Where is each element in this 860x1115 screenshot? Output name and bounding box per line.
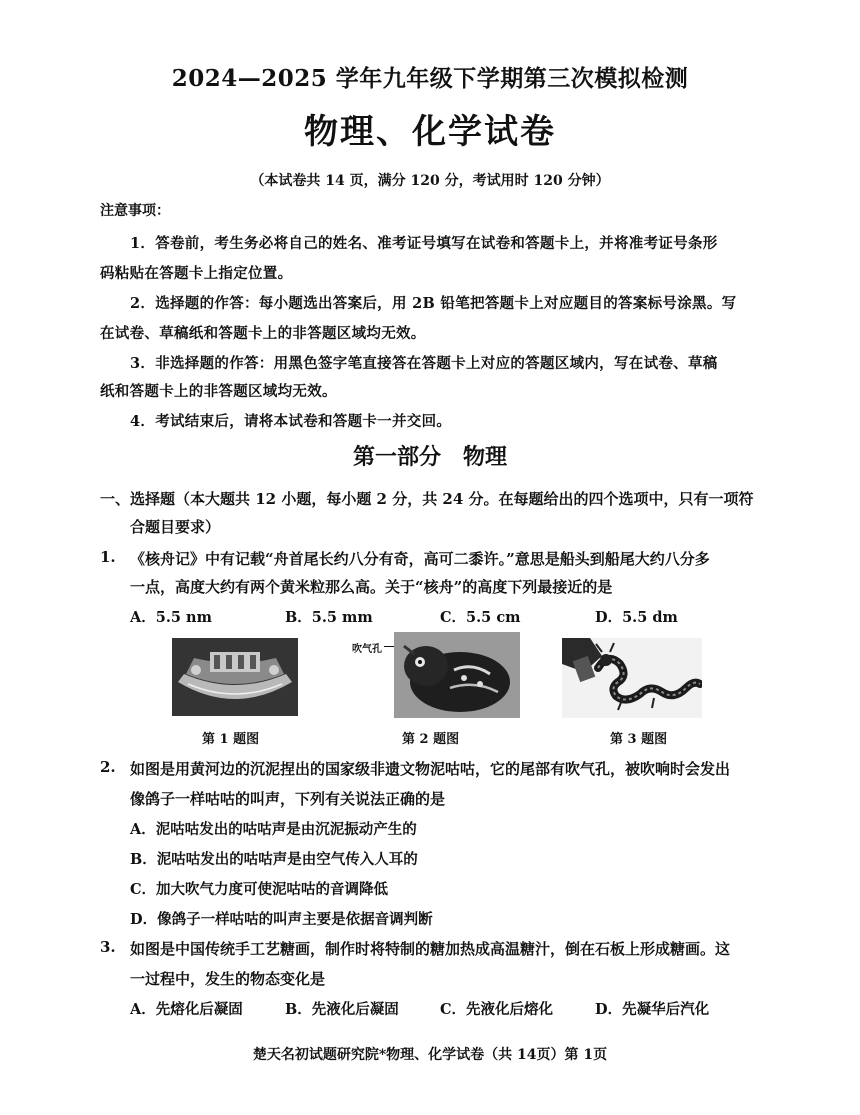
q1-option-d: D．5.5 dm (595, 609, 678, 626)
figure-1-carved-boat (172, 638, 298, 716)
q1-line-1: 《核舟记》中有记载“舟首尾长约八分有奇，高可二黍许。”意思是船头到船尾大约八分多 (130, 550, 710, 568)
q3-option-a: A．先熔化后凝固 (130, 1001, 243, 1018)
notice-item-4: 4．考试结束后，请将本试卷和答题卡一并交回。 (130, 413, 452, 430)
q2-line-1: 如图是用黄河边的沉泥捏出的国家级非遗文物泥咕咕，它的尾部有吹气孔，被吹响时会发出 (130, 760, 731, 778)
q2-number: 2. (100, 758, 116, 776)
figure-2-blowhole-label: 吹气孔 (352, 644, 382, 655)
notice-item-2-line-2: 在试卷、草稿纸和答题卡上的非答题区域均无效。 (100, 325, 426, 342)
q2-option-a: A．泥咕咕发出的咕咕声是由沉泥振动产生的 (130, 821, 417, 838)
exam-title: 物理、化学试卷 (304, 112, 556, 152)
figure-3-sugar-dragon (562, 638, 702, 718)
notice-item-3-line-2: 纸和答题卡上的非答题区域均无效。 (100, 383, 337, 400)
notice-item-2-line-1: 2．选择题的作答：每小题选出答案后，用 2B 铅笔把答题卡上对应题目的答案标号涂黑。写 (130, 295, 737, 312)
q2-option-d: D．像鸽子一样咕咕的叫声主要是依据音调判断 (130, 911, 433, 928)
q3-option-d: D．先凝华后汽化 (595, 1001, 710, 1018)
q1-option-a: A．5.5 nm (130, 609, 212, 626)
q1-line-2: 一点，高度大约有两个黄米粒那么高。关于“核舟”的高度下列最接近的是 (130, 578, 613, 596)
q1-number: 1. (100, 548, 116, 566)
q2-line-2: 像鸽子一样咕咕的叫声，下列有关说法正确的是 (130, 790, 446, 808)
exam-subtitle: （本试卷共 14 页，满分 120 分，考试用时 120 分钟） (250, 173, 610, 189)
page-footer: 楚天名初试题研究院*物理、化学试卷（共 14页）第 1页 (252, 1047, 608, 1063)
q1-option-c: C．5.5 cm (440, 609, 521, 626)
q2-option-b: B．泥咕咕发出的咕咕声是由空气传入人耳的 (130, 851, 418, 868)
notice-item-1-line-1: 1．答卷前，考生务必将自己的姓名、准考证号填写在试卷和答题卡上，并将准考证号条形 (130, 235, 718, 252)
notice-item-1-line-2: 码粘贴在答题卡上指定位置。 (100, 265, 293, 282)
q1-option-b: B．5.5 mm (285, 609, 373, 626)
q3-line-1: 如图是中国传统手工艺糖画，制作时将特制的糖加热成高温糖汁，倒在石板上形成糖画。这 (130, 940, 731, 958)
part1-heading-line-2: 合题目要求） (130, 518, 221, 536)
figure-3-caption: 第 3 题图 (610, 732, 668, 747)
figure-1-caption: 第 1 题图 (202, 732, 260, 747)
section-title: 第一部分 物理 (352, 444, 507, 470)
part1-heading-line-1: 一、选择题（本大题共 12 小题，每小题 2 分，共 24 分。在每题给出的四个选项中，只有一项符 (100, 490, 754, 508)
q3-line-2: 一过程中，发生的物态变化是 (130, 970, 326, 988)
figure-2-clay-whistle (394, 632, 520, 718)
figure-2-caption: 第 2 题图 (402, 732, 460, 747)
notice-heading: 注意事项： (100, 203, 170, 219)
q2-option-c: C．加大吹气力度可使泥咕咕的音调降低 (130, 881, 389, 898)
q3-option-b: B．先液化后凝固 (285, 1001, 399, 1018)
q3-number: 3. (100, 938, 116, 956)
notice-item-3-line-1: 3．非选择题的作答：用黑色签字笔直接答在答题卡上对应的答题区域内，写在试卷、草稿 (130, 355, 718, 372)
exam-title-line1: 2024—2025 学年九年级下学期第三次模拟检测 (171, 65, 689, 92)
q3-option-c: C．先液化后熔化 (440, 1001, 554, 1018)
